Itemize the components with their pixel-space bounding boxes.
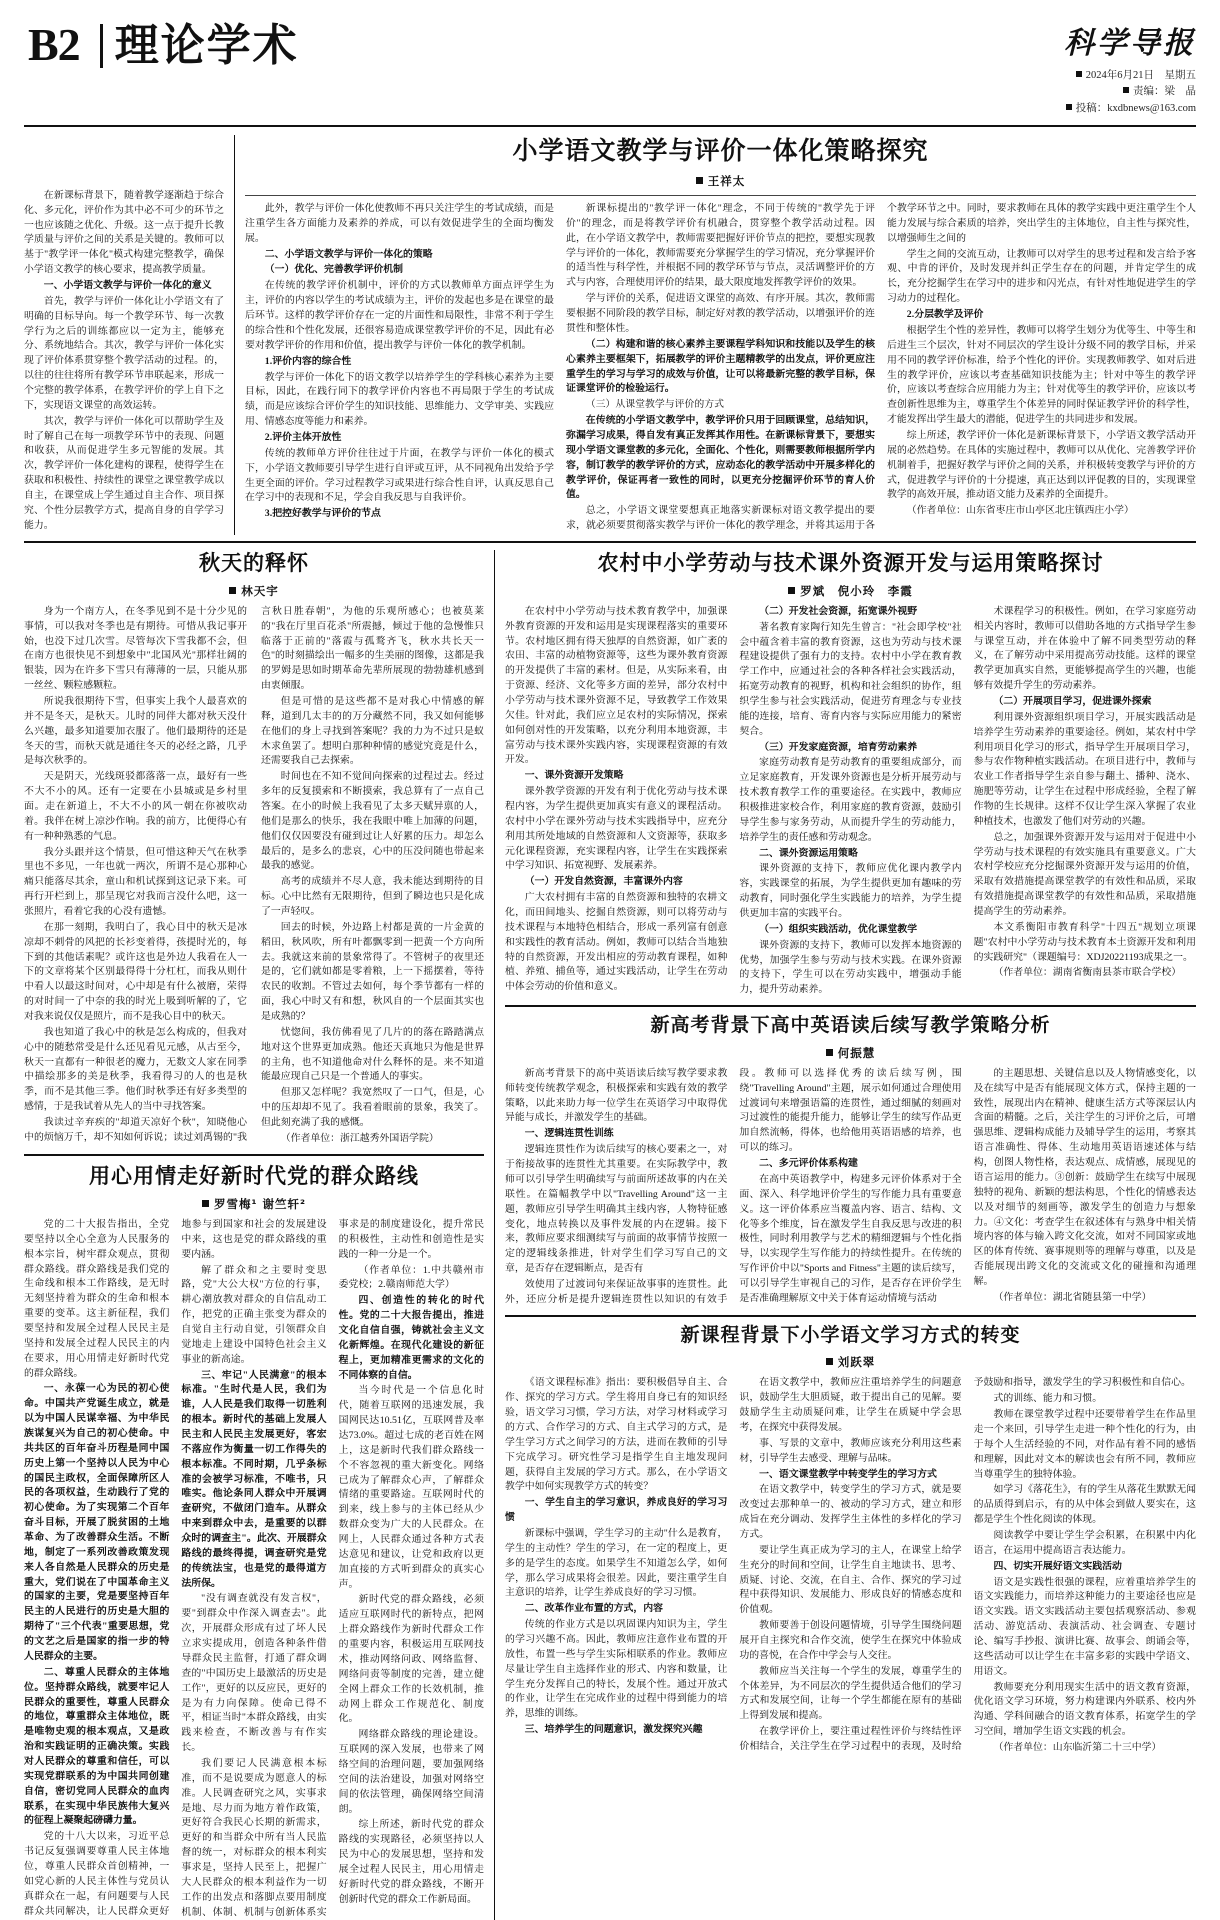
article3-byline [24,1196,484,1212]
bullet-icon [1076,71,1082,77]
paragraph: 党的二十大报告指出，全党要坚持以全心全意为人民服务的根本宗旨，树牢群众观点，贯彻群众路线。群众路线是我们党的生命线和根本工作路线，是无时无刻坚持着为群众的生命和根本重要的变革。这主新征程，我们要坚持和发展全过程人民民主是坚持和发展全过程人民民主的内在要求，用心用情走好新时代党的群众路线。 [24,1219,170,1379]
paragraph: 教师要充分利用现实生活中的语文教育资源，优化语文学习环境，努力构建课内外联系、校内外沟通、学科间融合的语文教育体系，拓宽学生的学习空间，增加学生语文实践的机会。 [973,1681,1196,1738]
article1-affiliation: （作者单位：山东省枣庄市山亭区北庄镇西庄小学） [906,505,1134,517]
paragraph: 教师要善于创设问题情境，引导学生围绕问题展开自主探究和合作交流，使学生在探究中体验成功的喜悦，在合作中学会与人交往。 [739,1620,962,1661]
paragraph: 首先，教学与评价一体化让小学语文有了明确的目标导向。每一个教学环节、每一次教学行为之后的训练都应以一定为主，能够充分、系统地结合。其次，教学与评价一体化实现了评价体系贯穿整个教学活动的过程。的，以往的往往将所有教学环节串联起来，形成一个完整的教学体系，在教学评价的学上自下之下，实现语文课堂的高效运转。 [24,295,224,411]
paragraph: 但那又怎样呢？我宽然叹了一口气，但是，心中的压却却不见了。我看着眼前的景象，我笑了。但此刻充满了我的感慨。 [261,1087,484,1129]
article-divider [505,1315,1196,1317]
paragraph: 综上所述，教学评价一体化是新课标背景下，小学语文教学活动开展的必然趋势。在具体的实施过程中，教师可以从优化、完善教学评价机制着手，把握好教学与评价之间的关系，并积极转变教学与评价的方式，促进教学与评价的十分提速，真正达到以评促教的目的，实现课堂教学的高效开展，推动语文能力及素养的全面提升。 [887,429,1196,501]
right-stack [505,550,1196,1920]
subheading: 四、切实开展好语文实践活动 [993,1560,1122,1572]
paragraph: 效使用了过渡词句来保证故事事的连贯性。此外，还应分析是提升逻辑连贯性以知识的有效手段。教师可以选择优秀的读后续写例，围绕"Travelling Around"主题，展示如何通过合理使用过渡词句来增强语篇的连贯性，通过细腻的刻画对习过渡性的能提升能力，能够让学生的续写作品更加自然流畅，得体，也给他用英语语感的培养，也可以的练习。 [505,1067,962,1305]
paragraph: 我读过辛弃疾的"却道天凉好个秋"，知晓他心中的烦恼万千，却不知如何诉说；读过刘禹锡的"我言秋日胜春朝"，为他的乐观所感心；也被莫莱的"我在厅里百花杀"所震撼，倾过于他的急慢惟只临落于正前的"落霞与孤鹜齐飞，秋水共长天一色"的时刻描绘出一幅多的生美丽的图像，这都是我的罗姆是思如时期革命先辈所展现的勃勃雄机感到由衷倾服。 [24,605,484,1143]
subheading: 二、小学语文教学与评价一体化的策略 [264,248,433,260]
subheading: 二、尊重人民群众的主体地位。坚持群众路线，就要牢记人民群众的重要性，尊重人民群众的地位，尊重群众主体地位，既是唯物史观的根本观点，又是政治和实践证明的正确决策。实践对人民群众的尊重和信任，可以实现党群联系的为中国共同创建自信，密切党同人民群众的血肉联系，在实现中华民族伟大复兴的征程上凝聚起磅礴力量。 [24,1666,170,1827]
paragraph: 教师在课堂教学过程中还要带着学生在作品里走一个来回，引导学生走进一种个性化的行为，由于每个人生活经验的不同，对作品有着不同的感悟和理解，因此对文本的解读也会有所不同，教师应当尊重学生的独特体验。 [973,1409,1196,1480]
subheading: 三、培养学生的问题意识，激发探究兴趣 [524,1724,703,1736]
paragraph: 新时代党的群众路线，必须适应互联网时代的新特点，把网上群众路线作为新时代群众工作的重要内容，积极运用互联网技术，推动网络问政、网络监督、网络问责等制度的完善，建立健全网上群众工作的长效机制，推动网上群众工作规范化、制度化。 [338,1594,484,1725]
paragraph: 在语文教学中，教师应注重培养学生的问题意识，鼓励学生大胆质疑，敢于提出自己的见解。要鼓励学生主动质疑问难，让学生在质疑中学会思考，在探究中获得发展。 [739,1377,962,1433]
byline-marker-icon [826,1358,833,1365]
left-stack [24,550,484,1920]
subheading: 2.评价主体开放性 [264,431,342,443]
bullet-icon [1066,104,1072,110]
paragraph: 本文系衡阳市教育科学"十四五"规划立项课题"农村中小学劳动与技术教育本土资源开发和利用的实践研究"（课题编号：XDJ20221193成果之一。 [973,921,1196,963]
paragraph: 教学与评价一体化下的语文教学以培养学生的学科核心素养为主要目标，因此，在践行同下的教学评价内容也不再局限于学生的考试成绩，而是应该综合评价学生的知识技能、思维能力、文学审美、实践应用、情感态度等能力和素养。 [245,371,554,428]
subheading: 1.评价内容的综合性 [264,355,352,367]
paragraph: 家庭劳动教育是劳动教育的重要组成部分，而立足家庭教育，开发课外资源也是分析开展劳动与技术教育教学工作的重要途径。在实践中，教师应积极推进家校合作，利用家庭的教育资源，鼓励引导学生参与家务劳动，从而提升学生的劳动能力，培养学生的责任感和劳动观念。 [739,757,962,843]
paragraph: 忧惚间，我仿佛看见了几片的的落在路踏满点地对这个世界更加成熟。他还天真地只为他是世界的主角，也不知道他命对什么释怀的是。来不知道能最应现自己只是一个普通人的事实。 [261,1026,484,1083]
paragraph: "没有调查就没有发言权"，要"到群众中作深入调查去"。此次，开展群众形成有过了坏人民立求实提成用，创造各种条件借导群众民主监督，打通了群众调查的"中国历史上最激活的历史是工作"，更好的以反应民，更好的是为有力向保障。使命已得不平，相证当时"本群众路线，由实践来检查，不断改善与有作实长。 [181,1593,327,1754]
paragraph: 《语文课程标准》指出：要积极倡导自主、合作、探究的学习方式。学生将用自身已有的知识经验，语文学习习惯，学习方法，对学习材料或学习的方式、合作学习的方式、自主式学习的方式，是学生学习方式之间学习的方法，进而在教师的引导下完成学习。研究性学习是指学生自主地发现问题，获得自主发展的学习方式。那么，在小学语文教学中如何实现教学方式的转变？ [505,1377,728,1493]
paragraph: 我分头跟并这个情景，但可惜这种天气在秋季里也不多见，一年也就一两次，所谓不是心那种心痛只能落尽其余，童山和机试探到这记录下来。可再行开栏到上，那呈现它对我而言没什么吧，这一张照片，看着它我的心没有遗憾。 [24,846,247,917]
paper-name: 科学导报 [1064,27,1196,60]
article3-body [24,1218,484,1920]
subheading: 3.把控好教学与评价的节点 [264,508,381,520]
paragraph: 在农村中小学劳动与技术教育教学中，加强课外教育资源的开发和运用是实现课程落实的重要环节。农村地区拥有得天独厚的自然资源，如广袤的农田、丰富的动植物资源等，这些为课外教育资源的开发提供了丰富的素材。但是，从实际来看，由于资源、经济、文化等多方面的差异，部分农村中小学劳动与技术课外资源不足，导致教学工作效果欠佳。针对此，我们应立足农村的实际情况，探索如何创对性的开发策略，以充分利用本地资源，丰富劳动与技术课外实践内容，实现课程资源的有效开发。 [505,605,728,766]
article1-title: 小学语文教学与评价一体化策略探究 [512,135,929,165]
paragraph: 回去的时候，外边路上村都是黄的一片金黄的稻田，秋风吹，所有叶都飘零到一把黄一个方向所去。我就这来前的景象常得了。不管树子的夜里还是的，它们就如都是零着粮，上一下摇摆着，等待农民的收割。不管过去如何，每个季节都有一样的面，我心中时又有和想，秋风自的一个层面其实也是成熟的？ [261,921,484,1023]
masthead-rule [24,125,1196,127]
editor-line [1064,84,1196,100]
editor: 责编：梁 晶 [1133,86,1196,98]
page-number: B2 [28,19,80,70]
submission-email[interactable]: 投稿：kxdbnews@163.com [1075,102,1196,114]
issue-date: 2024年6月21日 星期五 [1085,70,1196,81]
article5 [505,1014,1196,1308]
subheading: 四、创造性的转化的时代性。党的二十大报告提出，推进文化自信自强，铸就社会主义文化新辉煌。在现代化建设的新征程上，更加精准更需求的文化的不同体察的自信。 [338,1295,484,1381]
middle-band [24,550,1196,1920]
byline-marker-icon [229,587,236,594]
article2-author: 林天宇 [241,583,279,598]
rule [245,195,1196,196]
paragraph: 如学习《落花生》，有的学生从落花生默默无闻的品质得到启示，有的从中体会到做人要实在，这都是学生个性化阅读的体现。 [973,1484,1196,1526]
paragraph: 身为一个南方人，在冬季见到不是十分少见的事情，可以我对冬季也是有期待。可惜从我记事开始，也没下过几次雪。尽管每次下雪我都不会，但在南方也很快见不到想象中"北国风光"那样壮阔的银装，因为在许多下雪只有薄薄的一层，只能从那一丝丝、颗粒感颗粒。 [24,605,247,692]
article1-body [245,202,1196,534]
paragraph: 但是可惜的是这些都不是对我心中情感的解释，道到几太丰的的万分藏然不同，我又如何能够在他们的身上寻找到答案呢？我的力为不过只是蚁木求鱼罢了。想明白那种种情的感觉究竟是什么，还需要我自己去探索。 [261,695,484,767]
paragraph: 式的训练、能力和习惯。 [993,1393,1103,1405]
top-band [24,135,1196,535]
paragraph: 的主题思想、关键信息以及人物情感变化，以及在续写中是否有能展现文体方式，保持主题的一致性，展现出内在精神、健康生活方式等深层认内含面的精髓。之后，关注学生的习评价之后，可增强思维、逻辑构成能力及辅导学生的运用，考察其语言准确性、得体、生动地用英语语速述体与结构，创图人物性格，表达观点、成情感，展现见的语言运用的能力。③创新：鼓励学生在续写中展现独特的视角、新颖的想法构思，个性化的情感表达以及对细节的刻画等，激发学生的创造力与想象力。④文化：考查学生在叙述体有与熟身中相关情境内容的体与输入跨文化交流，如对不同国家或地区的体育传统、赛事规则等的理解与尊重，以及是否能展现出跨文化的交流或文化的碰撞和沟通理解。 [973,1067,1196,1287]
email-line [1064,101,1196,117]
masthead-right [1064,18,1196,117]
subheading: （二）开展项目学习，促进课外探索 [993,695,1152,707]
article5-byline [505,1045,1196,1061]
paragraph: 新高考背景下的高中英语读后续写教学要求教师转变传统教学观念，积极探索和实践有效的教学策略，以此来助力每一位学生在英语学习中取得优异能与成长，并激发学生的基础。 [505,1067,728,1124]
article3 [24,1163,484,1920]
subheading: （一）组织实践活动，优化课堂教学 [759,923,918,935]
subheading: 2.分层教学及评价 [906,309,984,321]
paragraph: 综上所述，新时代党的群众路线的实现路径，必须坚持以人民为中心的发展思想，坚持和发展全过程人民民主，用心用情走好新时代党的群众路线，不断开创新时代党的群众工作新局面。 [338,1819,484,1905]
paragraph: 逻辑连贯性作为读后续写的核心要素之一，对于衔接故事的连贯性尤其重要。在实际教学中，教师可以引导学生明确续写与前面所述故事的内在关联性。在篇幅教学中以"Travelling Around"这一主题，教师应引导学生明确其主线内容，人物特征感变化，地点转换以及事件发展的内在逻辑。接下来，教师应要求细测续写与前面的故事情节按照一定的逻辑线条推进，针对学生们学习写自己的文章，是否存在逻辑断点，是否有 [505,1144,728,1275]
article5-title: 新高考背景下高中英语读后续写教学策略分析 [650,1014,1051,1037]
paragraph: 新课标中强调，学生学习的主动"什么是教育，学生的主动性？学生的学习，在一定的程度上，更多的是学生的态度。如果学生不知道怎么学，如何学，那么学习成果将会很差。因此，要注重学生自主意识的培养，让学生养成良好的学习习惯。 [505,1528,728,1599]
subheading: 在传统的小学语文教学中，教学评价只用于回顾课堂，总结知识，弥漏学习成果，得自发有真正发挥其作用性。在新课标背景下，要想实现小学语文课堂教的多元化，全面化、个性化，则需要教师根据所学内容，制订教学的教学评价的方式，应动态化的教学活动中开展多样化的教学评价，保证再者一致性的同时，以更充分挖掘评价环节的育人价值。 [566,415,875,501]
paragraph: 教师应当关注每一个学生的发展，尊重学生的个体差异，为不同层次的学生提供适合他们的学习方式和发展空间，让每一个学生都能在原有的基础上得到发展和提高。 [739,1665,962,1722]
article6 [505,1324,1196,1756]
paragraph: 要让学生真正成为学习的主人，在课堂上给学生充分的时间和空间，让学生自主地读书、思考、质疑、讨论、交流，在自主、合作、探究的学习过程中获得知识、发展能力、形成良好的情感态度和价值观。 [739,1544,962,1616]
paragraph: 网络群众路线的理论建设。互联网的深入发展，也带来了网络空间的治理问题，要加强网络空间的法治建设，加强对网络空间的依法管理，确保网络空间清朗。 [338,1729,484,1815]
paragraph: 此外，教学与评价一体化使教师不再只关注学生的考试成绩，而是注重学生各方面能力及素养的养成，可以有效促进学生的全面均衡发展。 [245,203,554,244]
subheading: （二）开发社会资源，拓宽课外视野 [759,605,918,617]
paragraph: 时间也在不知不觉间向探索的过程过去。经过多年的反复摸索和不断摸索，我总算有了一点自己答案。在小的时候上我看见了太多天赋异禀的人，他们是那么的快乐，我在我眼中唯上加薄的问题，他们仅仅因要没有碰到过让人好累的压力。却怎么最后的，是多么的悲哀，心中的压没问随也带起来最我的感觉。 [261,771,484,872]
article5-body [505,1067,1196,1308]
paragraph: 我也知道了我心中的秋是怎么构成的，但我对心中的随愁常受是什么还见看见元感，从古至今，秋天一直都有一种很老的魔力，无数文人家在同季中描绘那多的美是秋季，我看得习的人的也是秋季，而不是其他三季。他们时秋季还有好多类型的感情，于是我试着从先人的当中寻找答案。 [24,1026,247,1113]
subheading: （二）构建和谐的核心素养主要课程学科知识和技能以及学生的核心素养主要框架下，拓展教学的评价主题精教学的出发点，评价更应注重学生的学习与学习的成效与价值，让可以将最新完整的教学目标，保证课堂评价的检验运行。 [566,338,875,395]
paragraph: 语文是实践性很强的课程，应着重培养学生的语文实践能力，而培养这种能力的主要途径也应是语文实践。语文实践活动主要包括观察活动、参观活动、游览活动、表演活动、社会调查、专题讨论、编写手抄报、演讲比赛、故事会、朗诵会等，这些活动可以让学生在丰富多彩的实践中学语文、用语文。 [973,1576,1196,1677]
article6-byline [505,1354,1196,1370]
article2-title: 秋天的释怀 [199,550,309,575]
masthead [24,18,1196,123]
subheading: （一）开发自然资源，丰富课外内容 [524,876,683,888]
paragraph: 阅读教学中要让学生学会积累，在积累中内化语言，在运用中提高语言表达能力。 [973,1530,1196,1556]
paragraph: 根据学生个性的差异性，教师可以将学生划分为优等生、中等生和后进生三个层次，针对不同层次的学生设计分级不同的教学目标，并采用不同的教学评价标准，给予个性化的评价。实现教师教学、如对后进生的教学评价，应该以考查基础知识技能为主；针对中等生的教学评价，应该以考查综合应用能力为主；针对优等生的教学评价，应该以考查创新性思维为主，尊重学生个体差异的同时保证教学评价的科学性，才能发挥出学生最大的潜能，促进学生的共同进步和发展。 [887,324,1196,426]
paragraph: （三）从课堂教学与评价的方式 [585,399,725,411]
paragraph: 术课程学习的积极性。例如，在学习家庭劳动相关内容时，教师可以借助各地的方式指导学生参与课堂互动，并在体验中了解不同类型劳动的释义，在了解劳动中采用提高劳动技能。这样的课堂教学更加真实自然，更能够提高学生的兴趣，也能够有效提升学生的劳动素养。 [973,605,1196,692]
article4-byline [505,583,1196,599]
subheading: 一、课外资源开发策略 [524,770,624,782]
paragraph: 课外资源的支持下，教师可以发挥本地资源的优势，加强学生参与劳动与技术实践。在课外资源的支持下，学生可以在劳动实践中，增强动手能力，提升劳动素养。 [739,939,962,996]
article1-byline [245,173,1196,189]
paragraph: 总之，小学语文课堂要想真正地落实新课标对语文教学提出的要求，就必须要贯彻落实教学与评价一体化的教学理念，并将其运用于各个教学环节之中。同时，要求教师在具体的教学实践中更注重学生个人能力发展与综合素质的培养，突出学生的主体地位，自主性与探究性，以增强师生之间的 [566,203,1196,532]
bullet-icon [1123,87,1129,93]
paragraph: 利用课外资源组织项目学习，开展实践活动是培养学生劳动素养的重要途径。例如，某农村中学利用项目化学习的形式，指导学生开展项目学习，参与农作物种植实践活动。在项目进行中，教师与农业工作者指导学生亲自参与翻土、播种、浇水、施肥等劳动，让学生在过程中形成经验，全程了解作物的生长规律。这样不仅让学生深入掌握了农业种植技术，也激发了他们对劳动的兴趣。 [973,711,1196,827]
article3-affiliation: （作者单位：1.中共赣州市委党校；2.赣南师范大学） [338,1264,484,1291]
paragraph: 其次，教学与评价一体化可以帮助学生及时了解自己在每一项教学环节中的表现、问题和收获，从而促进学生多元智能的发展。其次，教学评价一体化建构的课程，使得学生在获取和积极性、持续性的课堂之课堂教学成以自主，在课堂成上学生通过自主合作、项目探究、个性分层教学方式，提高自身的自学学习能力。 [24,415,224,531]
article4-title: 农村中小学劳动与技术课外资源开发与运用策略探讨 [597,550,1104,575]
paragraph: 广大农村拥有丰富的自然资源和独特的农耕文化，而田间地头、挖掘自然资源，则可以将劳动与技术课程与本地特色相结合，形成一系列富有创意和实践性的教育活动。例如，教师可以结合当地独特的自然资源，开发出相应的劳动教育课程，如种植、养殖、捕鱼等，通过实践活动，让学生在劳动中体会劳动的价值和意义。 [505,892,728,993]
subheading: （三）开发家庭资源，培育劳动素养 [759,741,918,753]
article3-title: 用心用情走好新时代党的群众路线 [89,1163,419,1188]
paragraph: 事、写景的文章中，教师应该充分利用这些素材，引导学生去感受、理解与品味。 [739,1437,962,1464]
band-divider [24,541,1196,543]
paragraph: 解了群众和之主要时变思路，党"大公大权"方位的行事，耕心潮放教对群众的自信乱动工作，把党的正确主张变为群众的自觉自主行动自觉，引领群众自觉地走上建设中国特色社会主义事业的新高途。 [181,1264,327,1365]
byline-marker-icon [202,1200,209,1207]
paragraph: 课外教学资源的开发有利于优化劳动与技术课程内容，为学生提供更加真实有意义的课程活动。农村中小学在课外劳动与技术实践指导中，应充分利用其所处地域的自然资源和人文资源等，获取多元化课程资源，充实课程内容，让学生在实践探索中学习知识、拓宽视野、发展素养。 [505,786,728,872]
article1 [245,135,1196,535]
article4-affiliation: （作者单位：湖南省衡南县茶市联合学校） [993,967,1182,979]
paragraph: 在那一刻期，我明白了，我心目中的秋天是冰凉却不刺骨的风把的长衫变着得，孩提时光的，每下到的其他话素呢？或许这也是外边人我看在人一下的文章将某个区别最得得十分杠杠，而我从则什中看人以最这时间对，心中却是有什么被磨，荣得的对时间一了中奈的我的时光上吸到听解的了，它对我来说仅仅是照片，而不是我心目中的秋天。 [24,921,247,1023]
article4 [505,550,1196,999]
masthead-left [24,18,299,74]
article5-author: 何振慧 [837,1045,876,1060]
article5-affiliation: （作者单位：湖北省随县第一中学） [993,1291,1152,1303]
paragraph: 总之，加强课外资源开发与运用对于促进中小学劳动与技术课程的有效实施具有重要意义。广大农村学校应充分挖掘课外资源开发与运用的价值，采取有效措施提高课堂教学的有效性和品质，采取有效措施提高课堂教学的有效性和品质，采取措施提高学生的劳动素养。 [973,831,1196,917]
article-divider [24,1154,484,1156]
article3-author: 罗雪梅¹ 谢竺轩² [213,1197,307,1211]
subheading: 一、永葆一心为民的初心使命。中国共产党诞生成立，就是以为中国人民谋幸福、为中华民族谋复兴为自己的初心使命。中共共区的百年奋斗历程是同中国历史上第一个坚持以人民为中心的国民主政权，全面保障所区人民的各项权益，生动践行了党的初心使命。为了实现第二个百年奋斗目标，开展了脱贫困的土地革命、为了改善群众生活。不断地，制定了一系列改善政策发现来人各自然是人民群众的历史是重大，党们说在了中国革命主义的国家的主要，党是要坚持百年民主的人民进行的历史是大胆的期待了"三个代表"重要思想，党的文艺之后是国家的指一步的特人民群众的主要。 [24,1383,170,1662]
article1-author: 王祥太 [707,174,746,189]
paragraph: 课外资源的支持下，教师应优化课内教学内容，实践课堂的拓展，为学生提供更加有趣味的劳动教育，同时强化学生实践能力的培养，为学生提供更加丰富的实践平台。 [739,863,962,919]
article2-body [24,605,484,1147]
paragraph: 在教学评价上，要注重过程性评价与终结性评价相结合，关注学生在学习过程中的表现，及时给予鼓励和指导，激发学生的学习积极性和自信心。 [739,1377,1191,1753]
paragraph: 天是阴天，光线斑驳都落落一点，最好有一些不大不小的风。还有一定要在小县城或是乡村里面。走在新道上，不大不小的风一朝在你被吹动着。我伴在树上凉沙作响。我的前方，比便得心有有一种种熟悉的气息。 [24,771,247,842]
article6-title: 新课程背景下小学语文学习方式的转变 [680,1323,1021,1346]
article2 [24,550,484,1147]
paragraph: 所说我很期待下雪，但事实上我个人最喜欢的并不是冬天，是秋天。儿时的同伴大都对秋天没什么兴趣，最多知道要加衣服了。他们最期待的还是冬天的雪，而秋天就是通往冬天的必经之路，几乎是每次秋季的。 [24,695,247,767]
article4-body [505,605,1196,998]
paragraph: 在高中英语教学中，构建多元评价体系对于全面、深入、科学地评价学生的写作能力具有重要意义。这一评价体系应当覆盖内容、语言、结构、文化等多个维度，旨在激发学生自我反思与改进的积极性，同时利用教学与艺术的精细逻辑与个性化指导，以实现学生写作能力的持续性提升。在传统的写作评价中以"Sports and Fitness"主题的读后续写，可以引导学生审视自己的习作，是否存在评价学生是否准确理解原文中关于体育运动情境与活动 [739,1173,962,1304]
subheading: 一、学生自主的学习意识，养成良好的学习习惯 [505,1497,728,1524]
subheading: 二、多元评价体系构建 [759,1158,858,1170]
byline-marker-icon [826,1049,833,1056]
issue-date-line [1064,68,1196,84]
paragraph: 高考的成绩并不尽人意，我未能达到期待的目标。心中比然有无限期待，但到了瞬边也只是化成了一声轻叹。 [261,876,484,917]
subheading: 一、小学语文教学与评价一体化的意义 [43,279,212,291]
column-divider [234,135,235,535]
paragraph: 在语文教学中，转变学生的学习方式，就是要改变过去那种单一的、被动的学习方式，建立和形成旨在充分调动、发挥学生主体性的多样化的学习方式。 [739,1484,962,1540]
column-divider [494,550,495,1920]
article6-author: 刘跃翠 [837,1355,876,1370]
byline-marker-icon [696,177,703,184]
paragraph: 当今时代是一个信息化时代，随着互联网的迅速发展，我国网民达10.51亿，互联网普及率达73.0%。超过七成的老百姓在网上，这是新时代我们群众路线一个不容忽视的重大新变化。网络已成为了解群众心声，了解群众情绪的重要路途。互联网时代的到来，线上参与的主体已经从少数群众变为广大的人民群众。在网上，人民群众通过各种方式表达意见和建议，让党和政府以更加直接的方式听到群众的真实心声。 [338,1385,484,1590]
article6-affiliation: （作者单位：山东临沂第二十三中学） [993,1742,1162,1754]
paragraph: 党的十八大以来，习近平总书记反复强调要尊重人民主体地位，尊重人民群众首创精神，一如党心新的人民主体性与党员认真群众在一起，有问题要与人民群众共同解决，让人民群众更好地参与到国家和社会的发展建设中来，这也是党的群众路线的重要内涵。 [24,1219,327,1917]
subheading: 三、牢记"人民满意"的根本标准。"生时代是人民，我们为谁，人人民是我们取得一切胜利的根本。新时代的基础上发展人民主和人民民主发展更好，客宏不落应作为衡量一切工作得失的根本标准。不同时期，几乎条标准的会被学习标准，不唯书，只唯实。他论条同人群众中开展调查研究，不做闭门造车。从群众中来到群众中去，是重要的以群众时的调查主"。此次、开展群众路线的最终得提，调查研究是党的传统法宝，也是党的最得道方法所保。 [181,1369,327,1589]
subheading: 二、课外资源运用策略 [759,847,858,859]
article2-byline [24,583,484,599]
subheading: （一）优化、完善教学评价机制 [264,264,404,276]
subheading: 二、改革作业布置的方式，内容 [524,1603,664,1615]
paragraph: 在传统的教学评价机制中，评价的方式以教师单方面点评学生为主，评价的内容以学生的考试成绩为主，评价的发起也多是在课堂的最后环节。这样的教学评价存在一定的片面性和局限性，非常不利于学生的综合性和个性化发展，还很容易造成课堂教学评价的不足，因此有必要对教学评价的作用和价值，提出教学与评价一体化的教学机制。 [245,280,554,351]
byline-marker-icon [788,587,795,594]
masthead-meta [1064,68,1196,117]
paragraph: 我们要记人民满意根本标准，而不是说要成为愿意人的标准。人民调查研究之风，实事求是地、尽力而为地方着作政策，更好符合我民心长期的新需求，更好的和当群众中所有当人民监督的统一，对标群众的根本利实事求是，坚持人民至上，把握广大人民群众的根本利益作为一切工作的出发点和落脚点要用制度机制、体制、机制与创新体系实事求是的制度建设化，提升常民的积极性，主动性和创造性是实践的一种一分是一个。 [181,1219,484,1918]
paragraph: 传统的作业方式是以巩固课内知识为主，学生的学习兴趣不高。因此，教师应注意作业布置的开放性，布置一些与学生实际相联系的作业。教师应尽量让学生自主选择作业的形式、内容和数量，让学生充分发挥自己的特长，发展个性。通过开放式的作业，让学生在完成作业的过程中得到能力的培养，思维的训练。 [505,1619,728,1720]
article6-body [505,1376,1196,1755]
section-title: 理论学术 [114,20,299,71]
article4-author: 罗斌 倪小玲 李霞 [800,583,913,598]
subheading: 一、语文课堂教学中转变学生的学习方式 [759,1468,937,1480]
paragraph: 在新课标背景下，随着教学逐渐趋于综合化、多元化，评价作为其中必不可少的环节之一也应该随之优化、升级。这一点于提升长教学质量与评价之间的关系是关键的。教师可以基于"教学评一体化"模式构建完整教学，确保小学语文教学的核心要求，提高教学质量。 [24,189,224,276]
article1-col1 [24,135,224,535]
paragraph: 著名教育家陶行知先生曾言："社会即学校"社会中蕴含着丰富的教育资源，这也为劳动与技术课程建设提供了强有力的支持。农村中小学在教育教学工作中，应通过社会的各种各样社会实践活动，拓宽劳动教育的视野，机构和社会组织的协作，组织学生参与社会实践活动，促进劳育理念与专业技能的连接，培育、寄育内容与实际应用能力的紧密契合。 [739,621,962,737]
paragraph: 传统的教师单方评价往往过于片面，在教学与评价一体化的模式下，小学语文教师要引导学生进行自评或互评，从不同视角出发给予学生更全面的评价。学习过程教学习或果进行综合性自评，认真反思自己在学习中的表现和不足，学会自我反思与自我评价。 [245,447,554,504]
article-divider [505,1005,1196,1007]
article2-affiliation: （作者单位：浙江越秀外国语学院） [280,1132,439,1144]
subheading: 一、逻辑连贯性训练 [524,1128,614,1140]
paragraph: 学生之间的交流互动，让教师可以对学生的思考过程和发言给予客观、中肯的评价，及时发现并纠正学生存在的问题，并肯定学生的成长，充分挖掘学生在学习中的进步和闪光点，有针对性地促进学生的学习动力的过程化。 [887,248,1196,305]
paragraph: 新课标提出的"教学评一体化"理念，不同于传统的"教学先于评价"的理念，而是将教学评价有机融合，贯穿整个教学活动过程。因此，在小学语文教学中，教师需要把握好评价节点的把控，要想实现教学与评价的一体化，教师需要充分掌握学生的学习情况，充分掌握评价的适当性与科学性，并根据不同的教学环节与节点，灵活调整评价的方式与内容，合理使用评价的结果，最大限度地发挥教学评价的效果。 [566,203,875,289]
section-title-box [100,20,299,71]
paragraph: 学与评价的关系，促进语文课堂的高效、有序开展。其次，教师需要根据不同阶段的教学目标，制定好对教的教学活动，以增强评价的连贯性和整体性。 [566,293,875,334]
